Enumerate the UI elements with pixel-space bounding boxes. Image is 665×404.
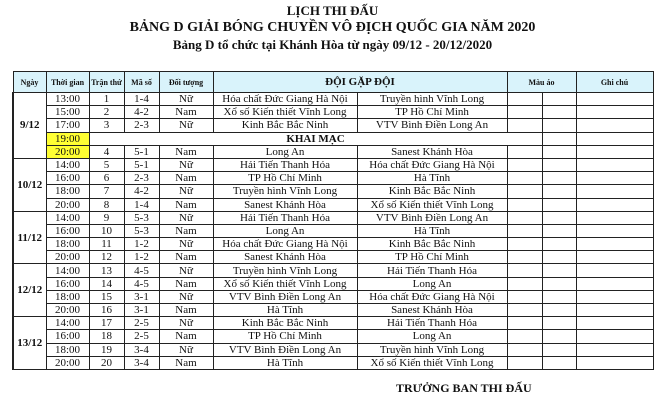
table-row xyxy=(13,211,653,224)
time-cell: 18:00 xyxy=(46,238,89,251)
team2-cell: Hải Tiến Thanh Hóa xyxy=(357,264,507,277)
gender-cell: Nữ xyxy=(159,317,213,330)
day-cell: 10/12 xyxy=(13,158,46,211)
team2-cell: Xổ số Kiến thiết Vĩnh Long xyxy=(357,356,507,369)
note-cell xyxy=(576,277,653,290)
table-row xyxy=(13,343,653,356)
time-cell: 19:00 xyxy=(46,132,89,145)
table-row xyxy=(13,224,653,237)
code-cell: 2-3 xyxy=(124,172,159,185)
code-cell: 4-2 xyxy=(124,185,159,198)
color-cell-2 xyxy=(542,172,576,185)
time-cell: 18:00 xyxy=(46,290,89,303)
schedule-table xyxy=(12,71,654,370)
match-cell: 13 xyxy=(89,264,124,277)
color-cell-2 xyxy=(542,224,576,237)
header-time: Thời gian xyxy=(46,72,89,93)
time-cell: 16:00 xyxy=(46,330,89,343)
color-cell-1 xyxy=(507,238,542,251)
time-cell: 14:00 xyxy=(46,317,89,330)
table-row xyxy=(13,264,653,277)
code-cell: 3-4 xyxy=(124,343,159,356)
team1-cell: Kinh Bắc Bắc Ninh xyxy=(213,317,357,330)
table-row xyxy=(13,185,653,198)
match-cell: 8 xyxy=(89,198,124,211)
color-cell-1 xyxy=(507,356,542,369)
color-cell-1 xyxy=(507,264,542,277)
time-cell: 14:00 xyxy=(46,158,89,171)
color-cell-1 xyxy=(507,251,542,264)
code-cell: 4-5 xyxy=(124,277,159,290)
match-cell: 1 xyxy=(89,93,124,106)
time-cell: 14:00 xyxy=(46,264,89,277)
code-cell: 3-4 xyxy=(124,356,159,369)
match-cell: 20 xyxy=(89,356,124,369)
color-cell-2 xyxy=(542,185,576,198)
table-row xyxy=(13,304,653,317)
header-teams: ĐỘI GẶP ĐỘI xyxy=(213,72,507,93)
team1-cell: Hóa chất Đức Giang Hà Nội xyxy=(213,93,357,106)
code-cell: 1-4 xyxy=(124,93,159,106)
code-cell: 1-2 xyxy=(124,238,159,251)
table-row xyxy=(13,198,653,211)
day-cell: 11/12 xyxy=(13,211,46,264)
note-cell xyxy=(576,330,653,343)
time-cell: 20:00 xyxy=(46,356,89,369)
color-cell-1 xyxy=(507,185,542,198)
match-cell: 12 xyxy=(89,251,124,264)
gender-cell: Nam xyxy=(159,145,213,158)
gender-cell: Nữ xyxy=(159,185,213,198)
code-cell: 2-5 xyxy=(124,330,159,343)
color-cell-1 xyxy=(507,93,542,106)
time-cell: 20:00 xyxy=(46,145,89,158)
color-cell-1 xyxy=(507,330,542,343)
color-cell-1 xyxy=(507,317,542,330)
match-cell: 7 xyxy=(89,185,124,198)
code-cell: 5-1 xyxy=(124,158,159,171)
header-day: Ngày xyxy=(13,72,46,93)
note-cell xyxy=(576,93,653,106)
gender-cell: Nữ xyxy=(159,290,213,303)
gender-cell: Nữ xyxy=(159,93,213,106)
color-cell-2 xyxy=(542,251,576,264)
match-cell: 6 xyxy=(89,172,124,185)
note-cell xyxy=(576,238,653,251)
doc-subtitle: BẢNG D GIẢI BÓNG CHUYỀN VÔ ĐỊCH QUỐC GIA NĂM 2020 xyxy=(129,20,536,35)
team1-cell: Hà Tĩnh xyxy=(213,356,357,369)
match-cell: 14 xyxy=(89,277,124,290)
color-cell-2 xyxy=(542,238,576,251)
header-color: Màu áo xyxy=(507,72,576,93)
team2-cell: Hà Tĩnh xyxy=(357,172,507,185)
event-cell: KHAI MẠC xyxy=(89,132,542,145)
gender-cell: Nữ xyxy=(159,238,213,251)
team2-cell: Kinh Bắc Bắc Ninh xyxy=(357,185,507,198)
match-cell: 16 xyxy=(89,304,124,317)
gender-cell: Nam xyxy=(159,172,213,185)
color-cell-1 xyxy=(507,211,542,224)
table-row xyxy=(13,238,653,251)
note-cell xyxy=(576,198,653,211)
table-row xyxy=(13,158,653,171)
team1-cell: Hải Tiến Thanh Hóa xyxy=(213,211,357,224)
team2-cell: Hóa chất Đức Giang Hà Nội xyxy=(357,158,507,171)
team2-cell: Hóa chất Đức Giang Hà Nội xyxy=(357,290,507,303)
color-cell-1 xyxy=(507,277,542,290)
team2-cell: VTV Bình Điền Long An xyxy=(357,211,507,224)
note-cell xyxy=(576,106,653,119)
note-cell xyxy=(576,251,653,264)
team2-cell: TP Hồ Chí Minh xyxy=(357,106,507,119)
team1-cell: TP Hồ Chí Minh xyxy=(213,172,357,185)
color-cell-2 xyxy=(542,119,576,132)
time-cell: 16:00 xyxy=(46,277,89,290)
color-cell-2 xyxy=(542,330,576,343)
team1-cell: VTV Bình Điền Long An xyxy=(213,343,357,356)
time-cell: 20:00 xyxy=(46,304,89,317)
gender-cell: Nam xyxy=(159,277,213,290)
team1-cell: VTV Bình Điền Long An xyxy=(213,290,357,303)
team2-cell: Sanest Khánh Hòa xyxy=(357,304,507,317)
day-cell: 9/12 xyxy=(13,93,46,159)
time-cell: 13:00 xyxy=(46,93,89,106)
note-cell xyxy=(576,158,653,171)
color-cell-2 xyxy=(542,304,576,317)
gender-cell: Nữ xyxy=(159,343,213,356)
table-row xyxy=(13,132,653,145)
time-cell: 18:00 xyxy=(46,185,89,198)
team1-cell: Long An xyxy=(213,224,357,237)
match-cell: 10 xyxy=(89,224,124,237)
code-cell: 5-1 xyxy=(124,145,159,158)
gender-cell: Nam xyxy=(159,106,213,119)
team2-cell: Hà Tĩnh xyxy=(357,224,507,237)
team2-cell: Sanest Khánh Hòa xyxy=(357,145,507,158)
team1-cell: TP Hồ Chí Minh xyxy=(213,330,357,343)
code-cell: 1-2 xyxy=(124,251,159,264)
code-cell: 5-3 xyxy=(124,224,159,237)
note-cell xyxy=(576,264,653,277)
match-cell: 18 xyxy=(89,330,124,343)
code-cell: 3-1 xyxy=(124,304,159,317)
team2-cell: Hải Tiến Thanh Hóa xyxy=(357,317,507,330)
team1-cell: Truyền hình Vĩnh Long xyxy=(213,264,357,277)
note-cell xyxy=(576,317,653,330)
header-match: Trận thứ xyxy=(89,72,124,93)
match-cell: 11 xyxy=(89,238,124,251)
table-row xyxy=(13,317,653,330)
team1-cell: Sanest Khánh Hòa xyxy=(213,251,357,264)
gender-cell: Nữ xyxy=(159,264,213,277)
table-row xyxy=(13,119,653,132)
note-cell xyxy=(576,290,653,303)
match-cell: 17 xyxy=(89,317,124,330)
color-cell-2 xyxy=(542,290,576,303)
table-row xyxy=(13,277,653,290)
color-cell-1 xyxy=(507,224,542,237)
table-row xyxy=(13,145,653,158)
gender-cell: Nữ xyxy=(159,158,213,171)
gender-cell: Nam xyxy=(159,251,213,264)
gender-cell: Nữ xyxy=(159,119,213,132)
note-cell xyxy=(576,356,653,369)
signature-title: TRƯỞNG BAN THI ĐẤU xyxy=(396,381,532,395)
color-cell-2 xyxy=(542,158,576,171)
color-cell-1 xyxy=(507,158,542,171)
note-cell xyxy=(576,185,653,198)
color-cell-1 xyxy=(507,304,542,317)
color-cell-2 xyxy=(542,106,576,119)
table-row xyxy=(13,93,653,106)
team2-cell: Truyền hình Vĩnh Long xyxy=(357,343,507,356)
code-cell: 5-3 xyxy=(124,211,159,224)
color-cell-2 xyxy=(542,277,576,290)
gender-cell: Nam xyxy=(159,356,213,369)
team2-cell: Kinh Bắc Bắc Ninh xyxy=(357,238,507,251)
code-cell: 3-1 xyxy=(124,290,159,303)
match-cell: 4 xyxy=(89,145,124,158)
team1-cell: Hà Tĩnh xyxy=(213,304,357,317)
note-cell xyxy=(576,343,653,356)
note-cell xyxy=(576,172,653,185)
match-cell: 2 xyxy=(89,106,124,119)
table-row xyxy=(13,172,653,185)
gender-cell: Nam xyxy=(159,198,213,211)
doc-location-dates: Bảng D tổ chức tại Khánh Hòa từ ngày 09/12 - 20/12/2020 xyxy=(172,37,493,52)
team1-cell: Hóa chất Đức Giang Hà Nội xyxy=(213,238,357,251)
color-cell-1 xyxy=(542,132,576,145)
team1-cell: Hải Tiến Thanh Hóa xyxy=(213,158,357,171)
team2-cell: Long An xyxy=(357,330,507,343)
header-gender: Đối tượng xyxy=(159,72,213,93)
team2-cell: Truyền hình Vĩnh Long xyxy=(357,93,507,106)
color-cell-1 xyxy=(507,172,542,185)
color-cell-2 xyxy=(542,343,576,356)
day-cell: 12/12 xyxy=(13,264,46,317)
color-cell-2 xyxy=(542,93,576,106)
team1-cell: Long An xyxy=(213,145,357,158)
match-cell: 15 xyxy=(89,290,124,303)
time-cell: 16:00 xyxy=(46,172,89,185)
code-cell: 4-2 xyxy=(124,106,159,119)
gender-cell: Nam xyxy=(159,330,213,343)
team2-cell: Long An xyxy=(357,277,507,290)
gender-cell: Nam xyxy=(159,224,213,237)
header-code: Mã số xyxy=(124,72,159,93)
color-cell-2 xyxy=(542,356,576,369)
code-cell: 1-4 xyxy=(124,198,159,211)
time-cell: 20:00 xyxy=(46,251,89,264)
note-cell xyxy=(576,224,653,237)
color-cell-1 xyxy=(507,145,542,158)
time-cell: 17:00 xyxy=(46,119,89,132)
team2-cell: Xổ số Kiến thiết Vĩnh Long xyxy=(357,198,507,211)
team1-cell: Kinh Bắc Bắc Ninh xyxy=(213,119,357,132)
color-cell-1 xyxy=(507,198,542,211)
team1-cell: Sanest Khánh Hòa xyxy=(213,198,357,211)
team2-cell: TP Hồ Chí Minh xyxy=(357,251,507,264)
color-cell-2 xyxy=(542,317,576,330)
color-cell-1 xyxy=(507,343,542,356)
time-cell: 16:00 xyxy=(46,224,89,237)
team1-cell: Xổ số Kiến thiết Vĩnh Long xyxy=(213,106,357,119)
note-cell xyxy=(576,119,653,132)
color-cell-2 xyxy=(542,145,576,158)
color-cell-1 xyxy=(507,106,542,119)
team1-cell: Truyền hình Vĩnh Long xyxy=(213,185,357,198)
color-cell-2 xyxy=(542,211,576,224)
team2-cell: VTV Bình Điền Long An xyxy=(357,119,507,132)
note-cell xyxy=(576,304,653,317)
note-cell xyxy=(576,145,653,158)
table-row xyxy=(13,330,653,343)
gender-cell: Nữ xyxy=(159,211,213,224)
header-note: Ghi chú xyxy=(576,72,653,93)
doc-title: LỊCH THI ĐẤU xyxy=(286,3,379,18)
color-cell-1 xyxy=(507,119,542,132)
gender-cell: Nam xyxy=(159,304,213,317)
time-cell: 15:00 xyxy=(46,106,89,119)
table-row xyxy=(13,356,653,369)
match-cell: 19 xyxy=(89,343,124,356)
time-cell: 18:00 xyxy=(46,343,89,356)
table-row xyxy=(13,106,653,119)
table-row xyxy=(13,251,653,264)
time-cell: 14:00 xyxy=(46,211,89,224)
time-cell: 20:00 xyxy=(46,198,89,211)
color-cell-1 xyxy=(507,290,542,303)
team1-cell: Xổ số Kiến thiết Vĩnh Long xyxy=(213,277,357,290)
code-cell: 2-3 xyxy=(124,119,159,132)
code-cell: 2-5 xyxy=(124,317,159,330)
match-cell: 5 xyxy=(89,158,124,171)
color-cell-2 xyxy=(542,264,576,277)
color-cell-2 xyxy=(576,132,653,145)
match-cell: 3 xyxy=(89,119,124,132)
code-cell: 4-5 xyxy=(124,264,159,277)
color-cell-2 xyxy=(542,198,576,211)
match-cell: 9 xyxy=(89,211,124,224)
note-cell xyxy=(576,211,653,224)
table-row xyxy=(13,290,653,303)
day-cell: 13/12 xyxy=(13,317,46,370)
